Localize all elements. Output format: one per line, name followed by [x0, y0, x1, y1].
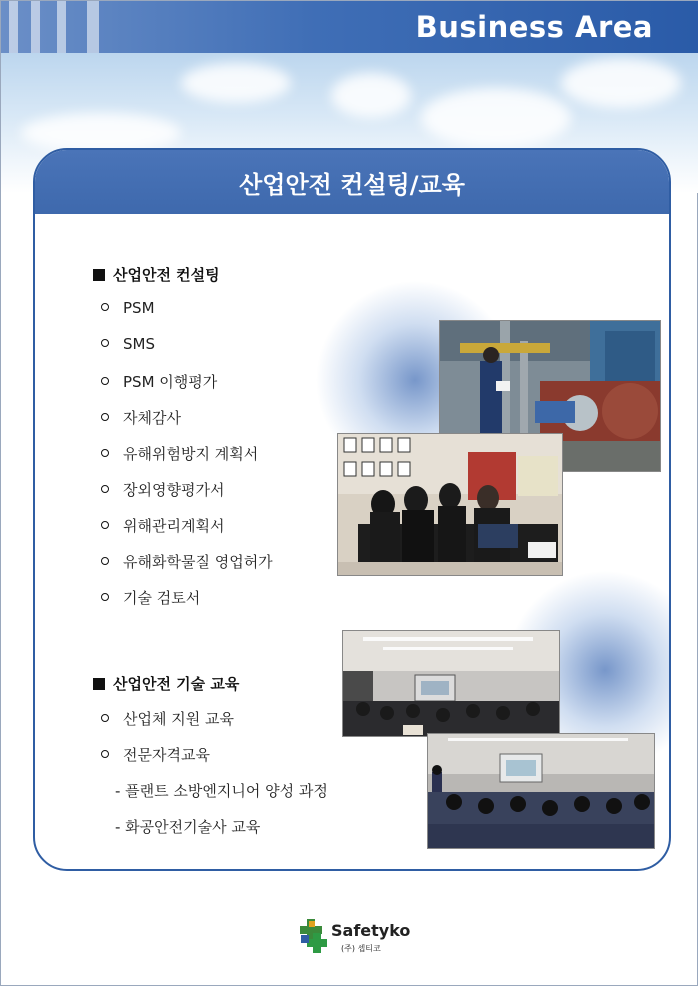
- logo-name: Safetyko: [331, 921, 411, 940]
- training-classroom-photo: [427, 733, 655, 849]
- list-item: 자체감사: [101, 407, 181, 428]
- card-header: [35, 150, 669, 214]
- list-item: 유해화학물질 영업허가: [101, 551, 273, 572]
- list-item: 위해관리계획서: [101, 515, 224, 536]
- header-stripe: [87, 1, 99, 53]
- list-item: 전문자격교육: [101, 744, 210, 765]
- consulting-meeting-photo: [337, 433, 563, 576]
- list-item: 기술 검토서: [101, 587, 200, 608]
- list-item: 장외영향평가서: [101, 479, 224, 500]
- company-logo: [299, 919, 409, 957]
- content-card: [33, 148, 671, 871]
- education-seminar-photo: [342, 630, 560, 737]
- list-item: SMS: [101, 335, 155, 353]
- header-bar: [1, 1, 698, 53]
- list-item: 유해위험방지 계획서: [101, 443, 258, 464]
- card-title: 산업안전 컨설팅/교육: [239, 171, 465, 199]
- list-item: PSM: [101, 299, 155, 317]
- sub-list-item: - 화공안전기술사 교육: [115, 818, 261, 836]
- header-stripe: [31, 1, 40, 53]
- header-stripe: [57, 1, 66, 53]
- logo-cross-icon: [299, 919, 329, 953]
- header-stripe: [9, 1, 18, 53]
- section-heading-consulting: 산업안전 컨설팅: [93, 264, 220, 285]
- list-item: 산업체 지원 교육: [101, 708, 234, 729]
- logo-subtitle: (주) 셉티코: [341, 944, 381, 953]
- section-heading-education: 산업안전 기술 교육: [93, 673, 239, 694]
- sub-list-item: - 플랜트 소방엔지니어 양성 과정: [115, 782, 328, 800]
- header-title: Business Area: [415, 10, 653, 44]
- list-item: PSM 이행평가: [101, 371, 217, 392]
